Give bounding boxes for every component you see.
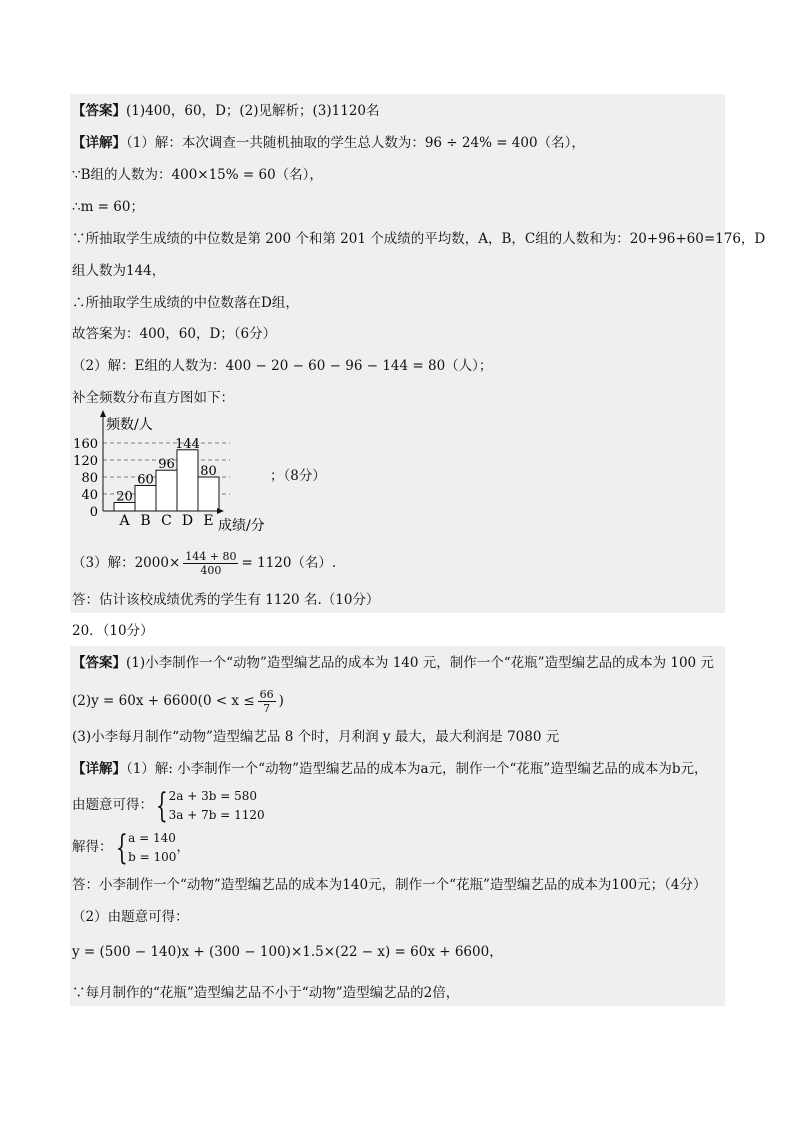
- q20-detail-line: [72, 759, 724, 779]
- x-tick-B: B: [140, 513, 151, 529]
- equation-system-line: [72, 784, 724, 826]
- m-value-line: ∴m = 60；: [72, 199, 144, 215]
- part2-intro: （2）由题意可得：: [72, 909, 189, 925]
- x-tick-C: C: [161, 513, 172, 529]
- y-tick-120: 120: [73, 454, 98, 469]
- y-axis-label: 频数/人: [106, 417, 153, 433]
- part3-fraction: [183, 550, 238, 577]
- solution-comma: ，: [176, 839, 190, 855]
- part3-suffix: = 1120（名）.: [241, 555, 337, 571]
- bar-C: [156, 470, 177, 511]
- solution-a: a = 140: [128, 830, 176, 845]
- q19-detail-line: [72, 133, 724, 153]
- solution-system-line: [72, 826, 724, 868]
- part3-line: [72, 545, 724, 581]
- x-axis-label: 成绩/分: [218, 518, 265, 534]
- brace-icon: {: [155, 785, 168, 826]
- fraction-denominator: 7: [263, 702, 271, 715]
- frequency-histogram: [72, 410, 292, 535]
- part1-answer-line: 答：小李制作一个“动物”造型编艺品的成本为140元，制作一个“花瓶”造型编艺品的成本为100元；（4分）: [72, 877, 707, 893]
- detail-label: 【详解】: [72, 135, 126, 151]
- median-line-2: 组人数为144，: [72, 263, 166, 279]
- q19-answer-line: [72, 101, 724, 121]
- q20-answer-3: (3)小李每月制作“动物”造型编艺品 8 个时，月利润 y 最大，最大利润是 7080 元: [72, 729, 560, 745]
- answer-text: (1)400，60，D；(2)见解析；(3)1120名: [126, 103, 380, 119]
- q19-final-answer: 答：估计该校成绩优秀的学生有 1120 名.（10分）: [72, 592, 380, 608]
- equation-1: 2a + 3b = 580: [168, 788, 258, 803]
- part2-condition: ∵每月制作的“花瓶”造型编艺品不小于“动物”造型编艺品的2倍，: [72, 985, 460, 1001]
- q20-header: 20．（10分）: [72, 623, 154, 639]
- detail-text: （1）解：本次调查一共随机抽取的学生总人数为：96 ÷ 24% = 400（名），: [126, 135, 585, 151]
- answer-2-suffix: ): [278, 693, 284, 709]
- x-axis-arrow: [217, 508, 224, 514]
- y-tick-40: 40: [81, 488, 98, 503]
- fraction-numerator: 144 + 80: [185, 550, 237, 563]
- bar-D: [177, 450, 198, 511]
- x-tick-D: D: [181, 513, 194, 529]
- data-label-A: 20: [116, 489, 133, 505]
- x-tick-A: A: [119, 513, 130, 529]
- group-e-line: （2）解：E组的人数为：400 − 20 − 60 − 96 − 144 = 80（人）；: [72, 358, 493, 374]
- y-tick-160: 160: [73, 437, 98, 452]
- part2-equation: y = (500 − 140)x + (300 − 100)×1.5×(22 − x) = 60x + 6600，: [72, 944, 503, 960]
- detail-label: 【详解】: [72, 761, 126, 777]
- answer-2-prefix: (2)y = 60x + 6600(0 < x ≤: [72, 693, 255, 709]
- answer-2-fraction: [258, 688, 276, 715]
- q20-answer-2: [72, 683, 724, 719]
- part3-prefix: （3）解：2000×: [72, 555, 181, 571]
- equation-2: 3a + 7b = 1120: [168, 807, 265, 822]
- fraction-numerator: 66: [259, 688, 274, 701]
- y-tick-80: 80: [81, 471, 98, 486]
- y-axis-arrow: [100, 410, 106, 417]
- bar-B: [135, 486, 156, 512]
- answer-part-1: (1)小李制作一个“动物”造型编艺品的成本为 140 元，制作一个“花瓶”造型编艺品的成本为 100 元: [126, 655, 714, 671]
- brace-icon: {: [115, 827, 128, 868]
- solution-b: b = 100: [128, 849, 177, 864]
- group-b-line: ∵B组的人数为：400×15% = 60（名），: [72, 167, 323, 183]
- answer-label: 【答案】: [72, 655, 126, 671]
- q20-answer-1: [72, 653, 724, 673]
- histogram-score: ；（8分）: [270, 468, 326, 484]
- answer-1-line: 故答案为：400，60，D；（6分）: [72, 326, 277, 342]
- median-line-1: ∵所抽取学生成绩的中位数是第 200 个和第 201 个成绩的平均数，A，B，C组的人数和为：20+96+60=176，D: [72, 231, 766, 247]
- solution-intro: 解得：: [72, 839, 113, 855]
- data-label-D: 144: [175, 436, 200, 452]
- y-tick-0: 0: [89, 505, 98, 520]
- data-label-B: 60: [137, 472, 154, 488]
- x-tick-E: E: [203, 513, 214, 529]
- equation-intro: 由题意可得：: [72, 797, 153, 813]
- data-label-C: 96: [158, 457, 175, 473]
- fraction-denominator: 400: [200, 564, 222, 577]
- bar-E: [198, 477, 219, 511]
- histogram-intro: 补全频数分布直方图如下：: [72, 390, 234, 406]
- median-line-3: ∴所抽取学生成绩的中位数落在D组，: [72, 295, 299, 311]
- equation-system: [169, 787, 265, 825]
- data-label-E: 80: [200, 464, 217, 479]
- detail-text: （1）解: 小李制作一个“动物”造型编艺品的成本为a元，制作一个“花瓶”造型编艺品的成本为b元，: [126, 761, 708, 777]
- solution-system: [128, 829, 176, 867]
- answer-label: 【答案】: [72, 103, 126, 119]
